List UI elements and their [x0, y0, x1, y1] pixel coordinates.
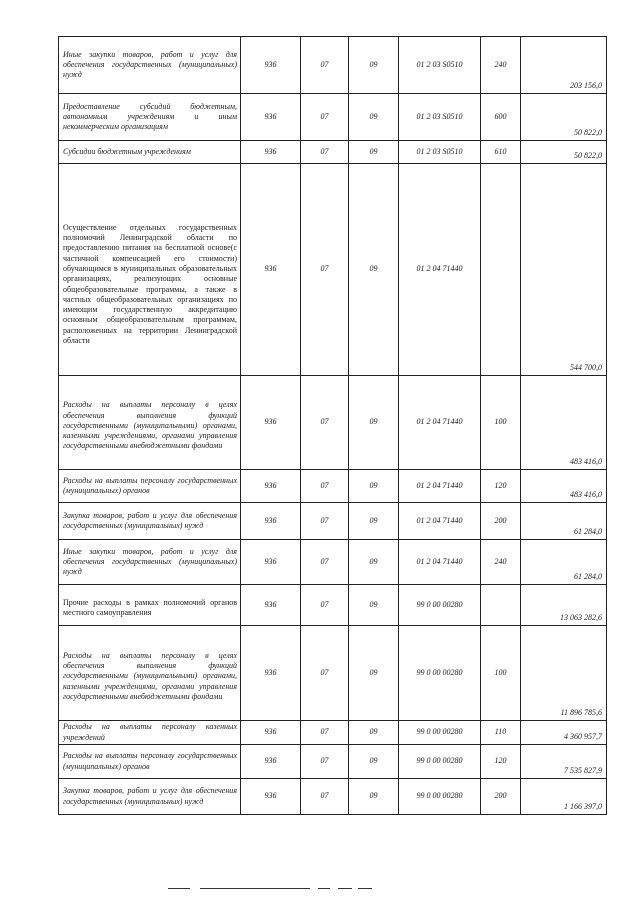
ministry-code: 936: [241, 164, 301, 376]
target-article-code: 99 0 00 00280: [399, 585, 481, 626]
section-code: 07: [301, 779, 349, 815]
row-description: Расходы на выплаты персоналу в целях обеспечения выполнения функций государственными (муниципальными) органами, казенными учреждениями, органами управления государственными внебюджетными фондами: [59, 626, 241, 721]
subsection-code: 09: [349, 540, 399, 585]
section-code: 07: [301, 585, 349, 626]
target-article-code: 01 2 04 71440: [399, 503, 481, 540]
expense-type-code: 120: [481, 745, 521, 779]
section-code: 07: [301, 626, 349, 721]
table-row: [59, 585, 607, 626]
amount: 7 535 827,9: [521, 745, 607, 779]
target-article-code: 99 0 00 00280: [399, 745, 481, 779]
expense-type-code: 200: [481, 779, 521, 815]
row-description: Иные закупки товаров, работ и услуг для обеспечения государственных (муниципальных) нужд: [59, 37, 241, 94]
ministry-code: 936: [241, 470, 301, 503]
amount: 61 284,0: [521, 540, 607, 585]
scan-line: [318, 888, 330, 889]
section-code: 07: [301, 376, 349, 470]
amount: 4 360 957,7: [521, 721, 607, 745]
amount: 203 156,0: [521, 37, 607, 94]
subsection-code: 09: [349, 94, 399, 141]
target-article-code: 01 2 04 71440: [399, 470, 481, 503]
target-article-code: 01 2 04 71440: [399, 376, 481, 470]
target-article-code: 01 2 03 S0510: [399, 141, 481, 164]
table-row: [59, 470, 607, 503]
ministry-code: 936: [241, 626, 301, 721]
scan-line: [358, 888, 372, 889]
target-article-code: 01 2 03 S0510: [399, 37, 481, 94]
amount: 61 284,0: [521, 503, 607, 540]
expense-type-code: 110: [481, 721, 521, 745]
scan-line: [338, 888, 352, 889]
row-description: Осуществление отдельных государственных полномочий Ленинградской области по предоставлению питания на бесплатной основе(с частичной компенсацией его стоимости) обучающимся в муниципальных образовательных организациях, реализующих основные общеобразовательные программы, а также в частных общеобразовательных организациях по имеющим государственную аккредитацию основным общеобразовательным программам, расположенных на территории Ленинградской области: [59, 164, 241, 376]
section-code: 07: [301, 721, 349, 745]
section-code: 07: [301, 503, 349, 540]
row-description: Закупка товаров, работ и услуг для обеспечения государственных (муниципальных) нужд: [59, 779, 241, 815]
ministry-code: 936: [241, 540, 301, 585]
subsection-code: 09: [349, 745, 399, 779]
amount: 13 063 282,6: [521, 585, 607, 626]
table-row: [59, 503, 607, 540]
subsection-code: 09: [349, 470, 399, 503]
expense-type-code: 100: [481, 626, 521, 721]
section-code: 07: [301, 141, 349, 164]
ministry-code: 936: [241, 745, 301, 779]
amount: 483 416,0: [521, 376, 607, 470]
section-code: 07: [301, 745, 349, 779]
row-description: Расходы на выплаты персоналу казенных учреждений: [59, 721, 241, 745]
expense-type-code: 240: [481, 37, 521, 94]
target-article-code: 01 2 04 71440: [399, 540, 481, 585]
section-code: 07: [301, 470, 349, 503]
ministry-code: 936: [241, 37, 301, 94]
budget-allocation-table: [58, 36, 607, 815]
expense-type-code: 120: [481, 470, 521, 503]
subsection-code: 09: [349, 721, 399, 745]
subsection-code: 09: [349, 585, 399, 626]
target-article-code: 01 2 03 S0510: [399, 94, 481, 141]
target-article-code: 01 2 04 71440: [399, 164, 481, 376]
ministry-code: 936: [241, 779, 301, 815]
row-description: Расходы на выплаты персоналу государственных (муниципальных) органов: [59, 470, 241, 503]
table-row: [59, 141, 607, 164]
table-row: [59, 626, 607, 721]
amount: 50 822,0: [521, 141, 607, 164]
expense-type-code: 240: [481, 540, 521, 585]
subsection-code: 09: [349, 164, 399, 376]
ministry-code: 936: [241, 721, 301, 745]
expense-type-code: 100: [481, 376, 521, 470]
subsection-code: 09: [349, 376, 399, 470]
amount: 544 700,0: [521, 164, 607, 376]
section-code: 07: [301, 540, 349, 585]
subsection-code: 09: [349, 141, 399, 164]
scan-line: [200, 888, 310, 889]
target-article-code: 99 0 00 00280: [399, 779, 481, 815]
table-row: [59, 721, 607, 745]
expense-type-code: [481, 164, 521, 376]
table-row: [59, 779, 607, 815]
row-description: Расходы на выплаты персоналу государственных (муниципальных) органов: [59, 745, 241, 779]
expense-type-code: [481, 585, 521, 626]
table-row: [59, 37, 607, 94]
ministry-code: 936: [241, 503, 301, 540]
subsection-code: 09: [349, 626, 399, 721]
table-row: [59, 540, 607, 585]
section-code: 07: [301, 164, 349, 376]
ministry-code: 936: [241, 141, 301, 164]
expense-type-code: 610: [481, 141, 521, 164]
ministry-code: 936: [241, 94, 301, 141]
expense-type-code: 200: [481, 503, 521, 540]
amount: 11 896 785,6: [521, 626, 607, 721]
row-description: Иные закупки товаров, работ и услуг для обеспечения государственных (муниципальных) нужд: [59, 540, 241, 585]
row-description: Закупка товаров, работ и услуг для обеспечения государственных (муниципальных) нужд: [59, 503, 241, 540]
row-description: Прочие расходы в рамках полномочий органов местного самоуправления: [59, 585, 241, 626]
subsection-code: 09: [349, 37, 399, 94]
table-row: [59, 94, 607, 141]
target-article-code: 99 0 00 00280: [399, 626, 481, 721]
subsection-code: 09: [349, 503, 399, 540]
row-description: Субсидии бюджетным учреждениям: [59, 141, 241, 164]
row-description: Расходы на выплаты персоналу в целях обеспечения выполнения функций государственными (муниципальными) органами, казенными учреждениями, органами управления государственными внебюджетными фондами: [59, 376, 241, 470]
target-article-code: 99 0 00 00280: [399, 721, 481, 745]
table-row: [59, 745, 607, 779]
row-description: Предоставление субсидий бюджетным, автономным учреждениям и иным некоммерческим организациям: [59, 94, 241, 141]
scan-line: [168, 888, 190, 889]
amount: 1 166 397,0: [521, 779, 607, 815]
table-row: [59, 376, 607, 470]
ministry-code: 936: [241, 376, 301, 470]
subsection-code: 09: [349, 779, 399, 815]
amount: 483 416,0: [521, 470, 607, 503]
section-code: 07: [301, 94, 349, 141]
section-code: 07: [301, 37, 349, 94]
table-row: [59, 164, 607, 376]
expense-type-code: 600: [481, 94, 521, 141]
amount: 50 822,0: [521, 94, 607, 141]
ministry-code: 936: [241, 585, 301, 626]
